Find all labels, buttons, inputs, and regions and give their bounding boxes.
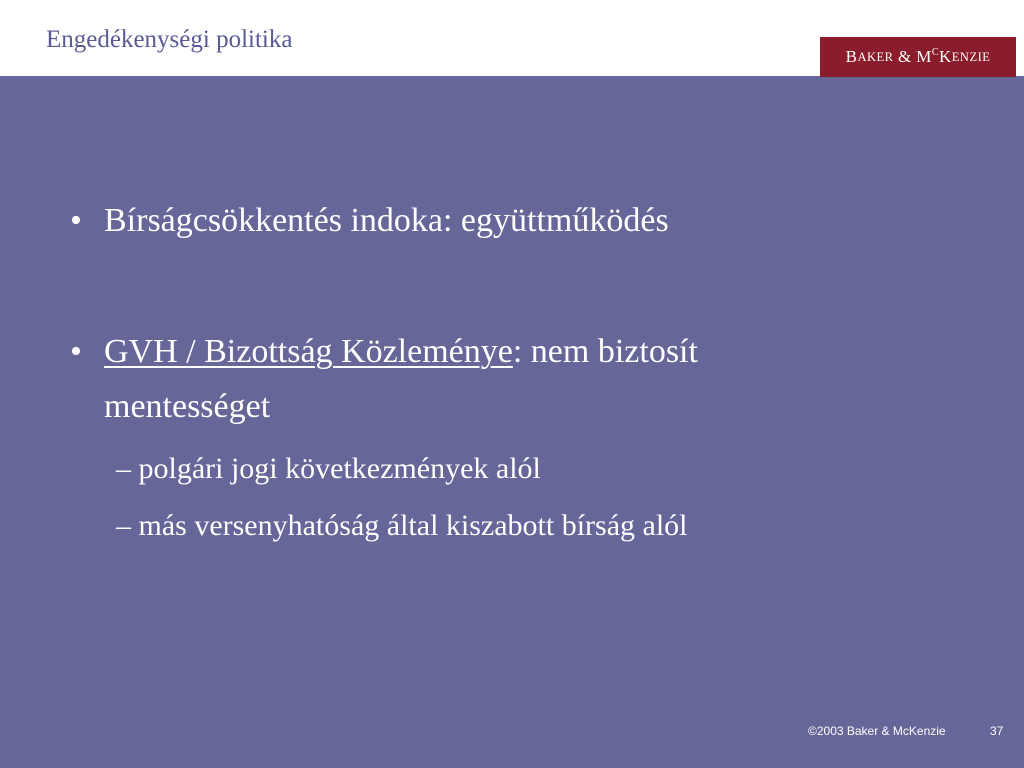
baker-mckenzie-logo: B AKER & M C K ENZIE	[820, 37, 1016, 77]
slide-title: Engedékenységi politika	[46, 26, 293, 53]
bullet-item-1: Bírságcsökkentés indoka: együttműködés	[104, 202, 669, 239]
bullet-marker: •	[70, 333, 82, 370]
footer-copyright: ©2003 Baker & McKenzie	[808, 724, 946, 738]
sub-item-2: – más versenyhatóság által kiszabott bírság alól	[116, 509, 688, 542]
page-number: 37	[990, 724, 1004, 738]
gvh-bizottsag-kozlemenye-link[interactable]: GVH / Bizottság Közleménye	[104, 333, 513, 370]
bullet-item-2-continuation: mentességet	[104, 388, 271, 425]
sub-item-1: – polgári jogi következmények alól	[116, 452, 541, 485]
bullet-item-2-text: : nem biztosít	[512, 333, 698, 370]
bullet-marker: •	[70, 202, 82, 239]
bullet-item-2	[104, 333, 698, 371]
